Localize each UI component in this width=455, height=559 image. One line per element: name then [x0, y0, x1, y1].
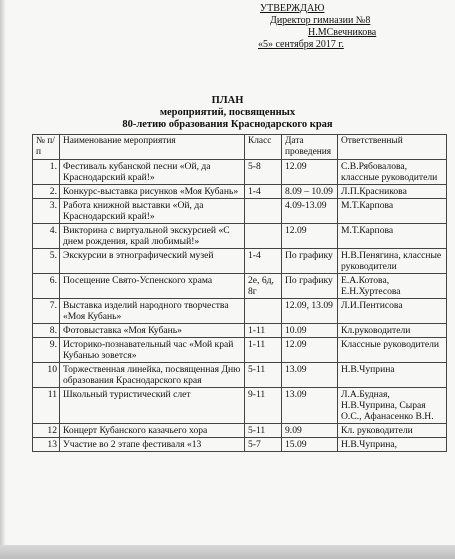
table-row	[33, 249, 447, 274]
table-row	[33, 160, 447, 185]
table-row	[33, 388, 447, 424]
table-header-row	[33, 135, 447, 160]
row-responsible: Л.И.Пентисова	[338, 299, 447, 324]
document-title	[0, 95, 455, 131]
row-responsible: Л.П.Красникова	[338, 185, 447, 199]
approval-position: Директор гимназии №8	[270, 15, 371, 26]
row-responsible: Е.А.Котова, Е.Н.Хуртесова	[338, 274, 447, 299]
row-class: 5-11	[245, 424, 282, 438]
row-responsible: Кл. руководители	[338, 424, 447, 438]
row-num: 9.	[33, 338, 60, 363]
scan-bottom-edge	[0, 545, 455, 559]
row-class	[245, 224, 282, 249]
approval-block	[250, 3, 450, 51]
row-num: 11	[33, 388, 60, 424]
events-table	[32, 134, 447, 452]
row-class	[245, 299, 282, 324]
row-responsible: Н.В.Чуприна,	[338, 438, 447, 452]
row-class	[245, 199, 282, 224]
row-name: Посещение Свято-Успенского храма	[60, 274, 245, 299]
row-class: 5-8	[245, 160, 282, 185]
row-name: Работа книжной выставки «Ой, да Краснодарский край!»	[60, 199, 245, 224]
row-class: 5-7	[245, 438, 282, 452]
header-name: Наименование мероприятия	[60, 135, 245, 160]
row-date: 10.09	[282, 324, 338, 338]
approval-heading: УТВЕРЖДАЮ	[260, 3, 325, 14]
row-responsible: Л.А.Будная, Н.В.Чуприна, Сырая О.С., Афанасенко В.Н.	[338, 388, 447, 424]
table-row	[33, 324, 447, 338]
table-row	[33, 363, 447, 388]
header-responsible: Ответственный	[338, 135, 447, 160]
row-responsible: Классные руководители	[338, 338, 447, 363]
row-responsible: М.Т.Карпова	[338, 224, 447, 249]
row-date: 12.09, 13.09	[282, 299, 338, 324]
approval-signatory: Н.МСвечникова	[308, 27, 377, 38]
row-name: Концерт Кубанского казачьего хора	[60, 424, 245, 438]
table-row	[33, 438, 447, 452]
row-date: 9.09	[282, 424, 338, 438]
approval-date: «5» сентября 2017 г.	[258, 39, 344, 50]
row-responsible: Кл.руководители	[338, 324, 447, 338]
row-name: Школьный туристический слет	[60, 388, 245, 424]
row-num: 12	[33, 424, 60, 438]
table-row	[33, 185, 447, 199]
row-num: 3.	[33, 199, 60, 224]
title-subtitle: мероприятий, посвященных	[159, 107, 296, 118]
row-num: 1.	[33, 160, 60, 185]
row-num: 10	[33, 363, 60, 388]
row-date: 15.09	[282, 438, 338, 452]
row-date: 12.09	[282, 160, 338, 185]
row-num: 5.	[33, 249, 60, 274]
row-class: 1-4	[245, 185, 282, 199]
row-class: 1-11	[245, 338, 282, 363]
row-date: По графику	[282, 274, 338, 299]
row-date: 4.09-13.09	[282, 199, 338, 224]
row-date: 13.09	[282, 363, 338, 388]
row-num: 8.	[33, 324, 60, 338]
row-responsible: Н.В.Чуприна	[338, 363, 447, 388]
row-class: 9-11	[245, 388, 282, 424]
table-row	[33, 299, 447, 324]
row-num: 6.	[33, 274, 60, 299]
row-class: 1-11	[245, 324, 282, 338]
table-row	[33, 274, 447, 299]
row-name: Фестиваль кубанской песни «Ой, да Краснодарский край!»	[60, 160, 245, 185]
row-num: 7.	[33, 299, 60, 324]
table-row	[33, 224, 447, 249]
table-row	[33, 199, 447, 224]
row-name: Викторина с виртуальной экскурсией «С днем рождения, край любимый!»	[60, 224, 245, 249]
header-class: Класс	[245, 135, 282, 160]
row-name: Историко-познавательный час «Мой край Кубанью зовется»	[60, 338, 245, 363]
row-responsible: Н.В.Пенягина, классные руководители	[338, 249, 447, 274]
header-num: № п/п	[33, 135, 60, 160]
row-class: 2е, 6д, 8г	[245, 274, 282, 299]
row-responsible: М.Т.Карпова	[338, 199, 447, 224]
row-name: Участие во 2 этапе фестиваля «13	[60, 438, 245, 452]
table-row	[33, 424, 447, 438]
row-name: Конкурс-выставка рисунков «Моя Кубань»	[60, 185, 245, 199]
row-class: 1-4	[245, 249, 282, 274]
row-num: 2.	[33, 185, 60, 199]
row-num: 4.	[33, 224, 60, 249]
scan-edge-shadow	[0, 0, 6, 559]
row-name: Фотовыставка «Моя Кубань»	[60, 324, 245, 338]
row-date: 13.09	[282, 388, 338, 424]
title-plan: ПЛАН	[211, 95, 244, 106]
row-date: 8.09 – 10.09	[282, 185, 338, 199]
row-responsible: С.В.Рябовалова, классные руководители	[338, 160, 447, 185]
title-anniversary: 80-летию образования Краснодарского края	[122, 119, 333, 130]
header-date: Дата проведения	[282, 135, 338, 160]
row-name: Выставка изделий народного творчества «Моя Кубань»	[60, 299, 245, 324]
row-class: 5-11	[245, 363, 282, 388]
table-row	[33, 338, 447, 363]
row-name: Экскурсии в этнографический музей	[60, 249, 245, 274]
row-date: По графику	[282, 249, 338, 274]
row-num: 13	[33, 438, 60, 452]
row-name: Торжественная линейка, посвященная Дню образования Краснодарского края	[60, 363, 245, 388]
row-date: 12.09	[282, 224, 338, 249]
row-date: 12.09	[282, 338, 338, 363]
